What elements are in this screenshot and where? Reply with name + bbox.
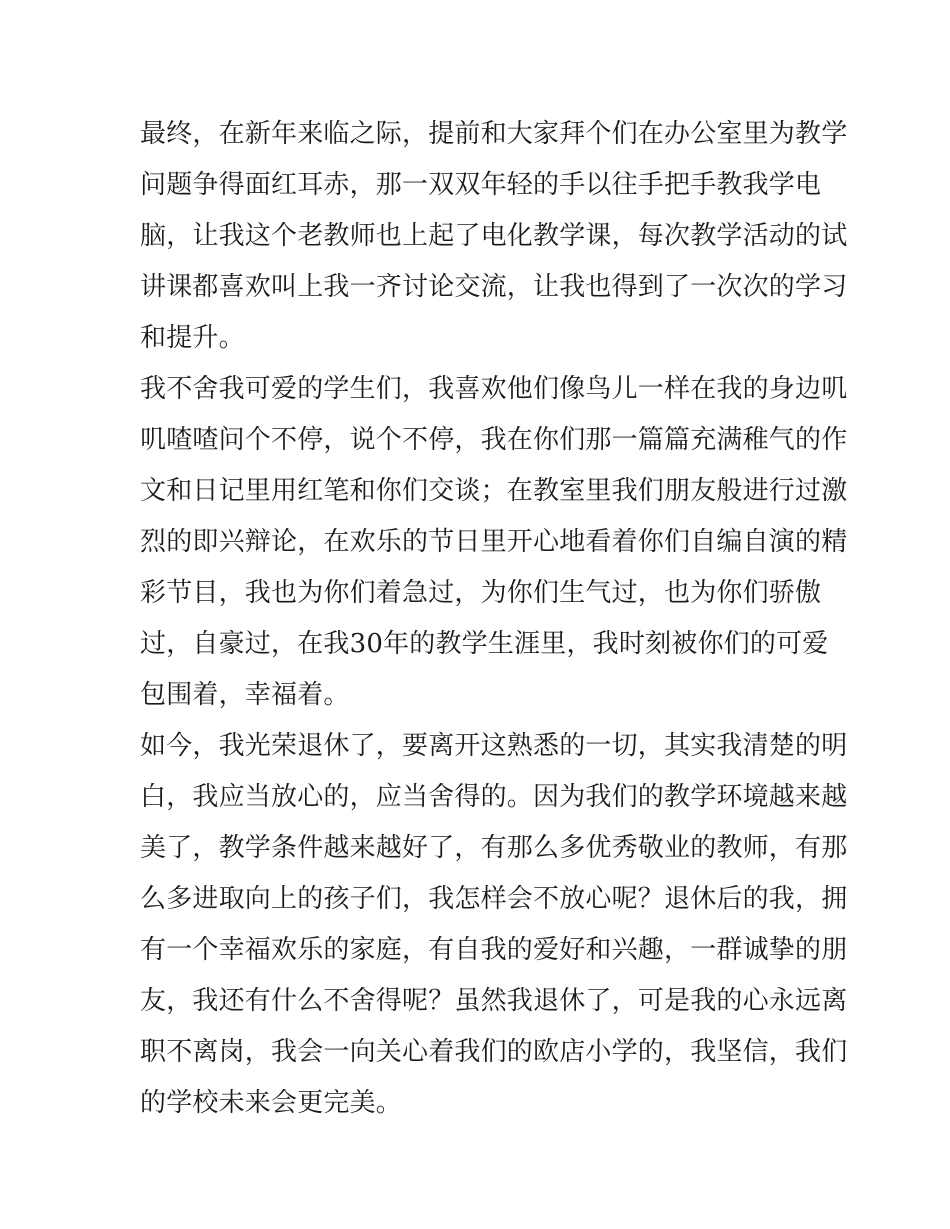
text-line: 职不离岗，我会一向关心着我们的欧店小学的，我坚信，我们 [140,1037,848,1067]
paragraph-colleagues [140,109,848,364]
text-line: 文和日记里用红笔和你们交谈；在教室里我们朋友般进行过激 [140,476,848,506]
text-line: 我不舍我可爱的学生们，我喜欢他们像鸟儿一样在我的身边叽 [140,374,848,404]
text-line: 彩节目，我也为你们着急过，为你们生气过，也为你们骄傲 [140,578,822,608]
text-line: 脑，让我这个老教师也上起了电化教学课，每次教学活动的试 [140,221,848,251]
text-line: 么多进取向上的孩子们，我怎样会不放心呢？退休后的我，拥 [140,884,848,914]
text-line: 美了，教学条件越来越好了，有那么多优秀敬业的教师，有那 [140,833,848,863]
paragraph-retirement [140,721,848,1129]
text-line: 最终，在新年来临之际，提前和大家拜个们在办公室里为教学 [140,119,848,149]
paragraph-students [140,364,848,721]
text-line: 叽喳喳问个不停，说个不停，我在你们那一篇篇充满稚气的作 [140,425,848,455]
text-line: 过，自豪过，在我30年的教学生涯里，我时刻被你们的可爱 [140,629,829,659]
text-line: 友，我还有什么不舍得呢？虽然我退休了，可是我的心永远离 [140,986,848,1016]
text-line: 如今，我光荣退休了，要离开这熟悉的一切，其实我清楚的明 [140,731,848,761]
text-line: 有一个幸福欢乐的家庭，有自我的爱好和兴趣，一群诚挚的朋 [140,935,848,965]
text-line: 包围着，幸福着。 [140,680,350,710]
text-line: 的学校未来会更完美。 [140,1088,403,1118]
text-line: 和提升。 [140,323,245,353]
text-line: 问题争得面红耳赤，那一双双年轻的手以往手把手教我学电 [140,170,822,200]
text-line: 白，我应当放心的，应当舍得的。因为我们的教学环境越来越 [140,782,848,812]
text-line: 讲课都喜欢叫上我一齐讨论交流，让我也得到了一次次的学习 [140,272,848,302]
document-body [140,109,848,1129]
text-line: 烈的即兴辩论，在欢乐的节日里开心地看着你们自编自演的精 [140,527,848,557]
